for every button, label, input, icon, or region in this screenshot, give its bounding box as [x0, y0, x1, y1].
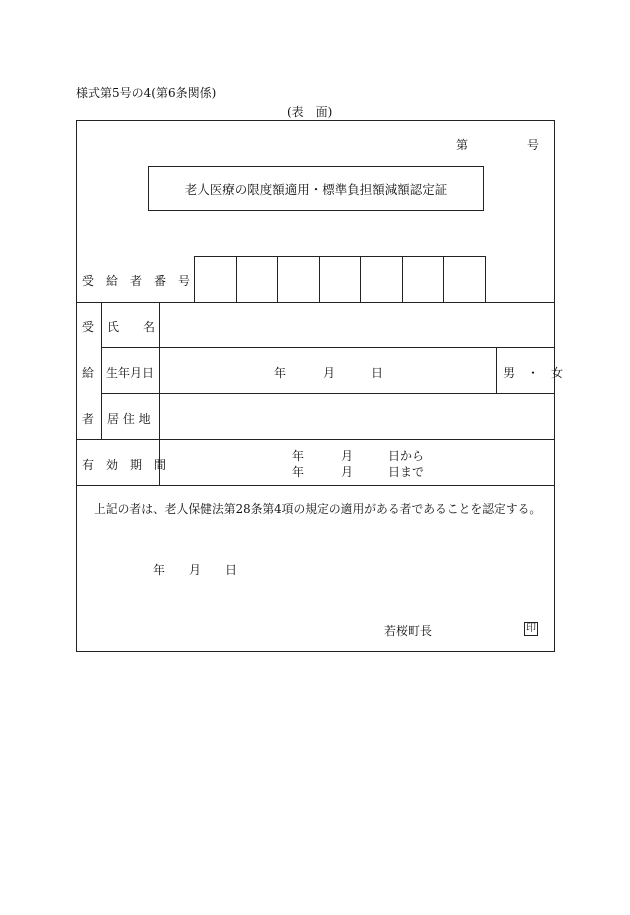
- number-box-line: [236, 256, 237, 302]
- number-box-line: [402, 256, 403, 302]
- serial-go: 号: [527, 138, 540, 152]
- recipient-group-char-1: 受: [82, 320, 95, 334]
- issue-date-year: 年: [153, 563, 166, 577]
- issue-date-month: 月: [189, 563, 202, 577]
- birthdate-month: 月: [323, 366, 336, 380]
- row-divider-validity: [76, 485, 555, 486]
- gender-divider: [496, 347, 497, 393]
- validity-label: 有 効 期 間: [82, 458, 167, 472]
- form-number: 様式第5号の4(第6条関係): [76, 86, 217, 100]
- recipient-group-divider: [101, 302, 102, 439]
- number-box-line: [485, 256, 486, 302]
- address-label: 居 住 地: [107, 412, 151, 426]
- birthdate-year: 年: [274, 366, 287, 380]
- number-box-line: [443, 256, 444, 302]
- seal-text: 印: [526, 623, 536, 634]
- serial-dai: 第: [456, 138, 469, 152]
- issuer: 若桜町長: [384, 624, 433, 638]
- certification-statement: 上記の者は、老人保健法第28条第4項の規定の適用がある者であることを認定する。: [94, 502, 542, 516]
- name-label: 氏 名: [107, 320, 156, 334]
- recipient-number-label: 受 給 者 番 号: [82, 274, 191, 288]
- side-label: (表 面): [287, 105, 333, 119]
- recipient-group-char-2: 給: [82, 366, 95, 380]
- number-box-line: [277, 256, 278, 302]
- number-box-line: [360, 256, 361, 302]
- number-box-line: [319, 256, 320, 302]
- validity-to-year: 年: [292, 465, 305, 479]
- row-divider-birthdate: [101, 393, 555, 394]
- seal-stamp: [524, 622, 538, 636]
- row-divider-name: [101, 347, 555, 348]
- validity-from-year: 年: [292, 449, 305, 463]
- validity-to-month: 月: [341, 465, 354, 479]
- gender-options: 男 ・ 女: [503, 366, 564, 380]
- validity-from-day: 日から: [388, 449, 425, 463]
- birthdate-day: 日: [371, 366, 384, 380]
- certificate-title: [148, 166, 484, 211]
- validity-to-day: 日まで: [388, 465, 425, 479]
- issue-date-day: 日: [225, 563, 238, 577]
- recipient-group-char-3: 者: [82, 412, 95, 426]
- row-divider-number: [76, 302, 555, 303]
- birthdate-label: 生年月日: [106, 366, 155, 380]
- certificate-title-text: 老人医療の限度額適用・標準負担額減額認定証: [184, 181, 448, 197]
- validity-from-month: 月: [341, 449, 354, 463]
- number-box-top: [194, 256, 485, 257]
- number-box-line: [194, 256, 195, 302]
- row-divider-address: [76, 439, 555, 440]
